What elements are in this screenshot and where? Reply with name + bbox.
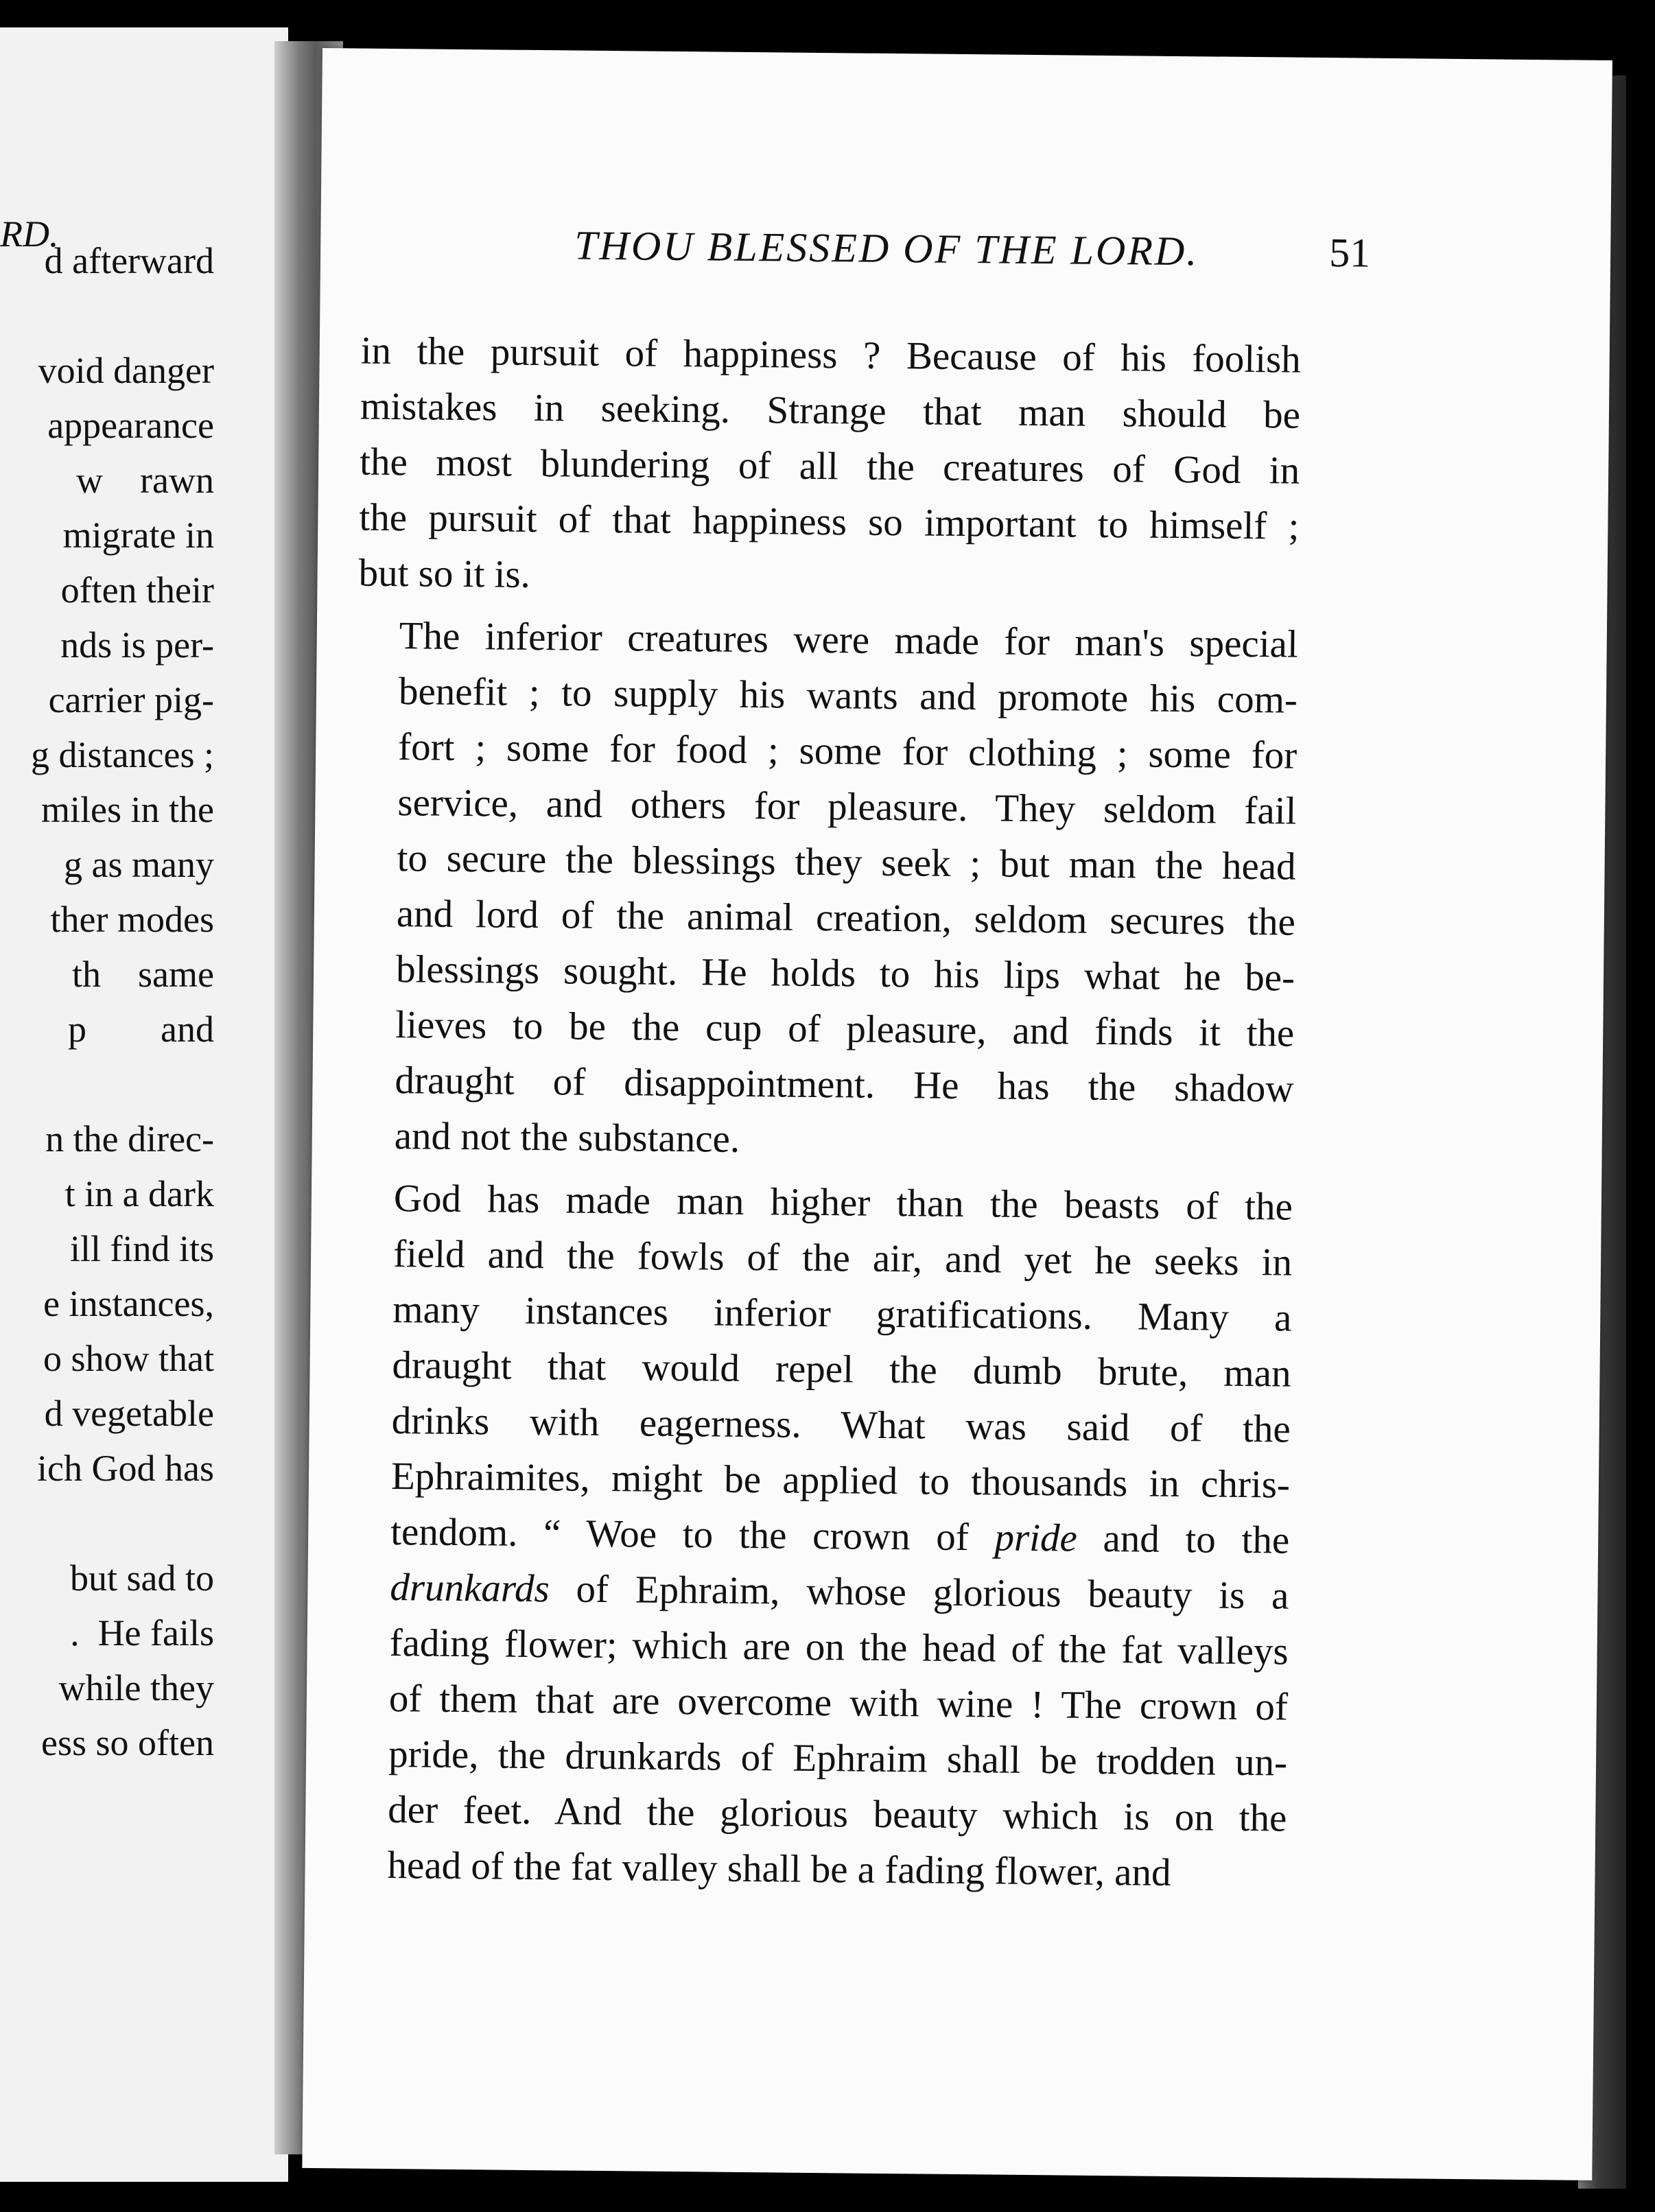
left-page-line: g as many [64,844,214,885]
text-line: of them that are overcome with wine ! The crown of [388,1677,1289,1729]
left-page-line: g distances ; [31,734,214,775]
text-line: draught that would repel the dumb brute, man [392,1343,1291,1396]
text-line: Ephraimites, might be applied to thousands in chris- [390,1455,1291,1507]
text-line: blessings sought. He holds to his lips what he be- [395,948,1295,1000]
text-line: but so it is. [358,551,531,596]
left-page-line: migrate in [62,515,214,556]
text-line: in the pursuit of happiness ? Because of his foolish [360,329,1302,381]
running-head: THOU BLESSED OF THE LORD. [574,222,1199,274]
left-page-line: miles in the [41,789,214,830]
text-line: The inferior creatures were made for man's special [399,614,1299,666]
left-page-line: d afterward [44,240,214,281]
left-page-line: appearance [47,405,214,446]
body-text [346,323,1301,1909]
left-page-line: w rawn [76,460,214,501]
left-page-line: n the direc- [45,1118,214,1160]
text-line: benefit ; to supply his wants and promote his com- [398,670,1298,722]
text-line: pride, the drunkards of Ephraim shall be trodden un- [388,1732,1288,1785]
text-line: drunkards of Ephraim, whose glorious beauty is a [390,1566,1289,1618]
left-page-line: void danger [38,350,214,391]
paragraph [346,1170,1293,1902]
left-page-line: ess so often [41,1722,214,1763]
text-line: the pursuit of that happiness so important to himself ; [359,495,1300,548]
left-page-line: ther modes [50,899,214,940]
page-header [526,222,1611,287]
left-page-line: e instances, [43,1283,214,1324]
left-page-line: o show that [43,1338,214,1379]
text-line: der feet. And the glorious beauty which is on the [388,1788,1287,1840]
left-page-line: but sad to [70,1557,214,1599]
text-line: mistakes in seeking. Strange that man should be [360,384,1301,437]
text-line: many instances inferior gratifications. Many a [392,1288,1292,1340]
left-running-head-fragment: RD. [0,213,59,255]
left-page-line [31,1496,214,1551]
text-line: fading flower; which are on the head of the fat valleys [389,1621,1289,1673]
text-line: head of the fat valley shall be a fading flower, and [387,1844,1171,1894]
left-page-text [31,233,214,1770]
left-page-line: nds is per- [60,624,214,666]
left-page-line: carrier pig- [48,679,214,720]
text-line: and not the substance. [394,1114,740,1161]
left-page-line: ill find its [69,1228,214,1269]
text-line: drinks with eagerness. What was said of the [391,1399,1291,1451]
left-page-line [31,288,214,343]
left-page-line: p and [68,1009,214,1050]
text-line: lieves to be the cup of pleasure, and finds it the [395,1003,1295,1055]
paragraph [353,608,1298,1173]
page-number: 51 [1328,230,1371,276]
text-line: fort ; some for food ; some for clothing ; some for [397,725,1298,777]
left-page-line: th same [72,954,214,995]
text-line: tendom. “ Woe to the crown of pride and to the [390,1510,1290,1562]
text-line: service, and others for pleasure. They seldom fail [397,781,1297,833]
left-page-line: d vegetable [44,1393,214,1434]
text-line: and lord of the animal creation, seldom secures the [396,892,1296,944]
left-page-line: often their [60,569,214,611]
paragraph [358,323,1301,610]
left-page-line [31,1057,214,1111]
text-line: the most blundering of all the creatures of God in [359,440,1300,493]
text-line: God has made man higher than the beasts of the [393,1177,1293,1229]
left-page-line: . He fails [70,1612,214,1654]
facing-page-left [0,27,288,2182]
text-line: to secure the blessings they seek ; but man the head [397,836,1296,889]
left-page-line: while they [58,1667,214,1708]
left-page-line: t in a dark [64,1173,214,1214]
left-page-line: ich God has [37,1448,214,1489]
text-line: field and the fowls of the air, and yet he seeks in [392,1232,1293,1284]
text-line: draught of disappointment. He has the shadow [395,1059,1294,1111]
book-page-right [302,48,1612,2180]
